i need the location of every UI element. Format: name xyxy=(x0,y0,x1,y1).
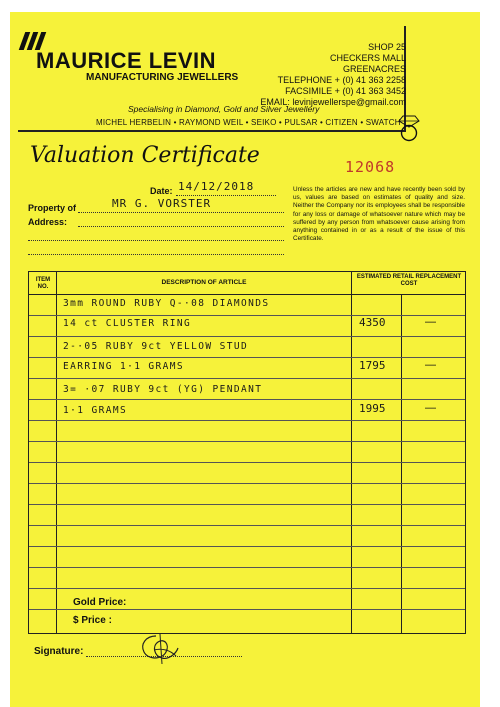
header-value: ESTIMATED RETAIL REPLACEMENT COST xyxy=(356,274,462,287)
price-label: $ Price : xyxy=(73,615,112,626)
telephone: TELEPHONE + (0) 41 363 2258 xyxy=(277,75,406,85)
diamond-ring-icon xyxy=(396,112,422,142)
entry-1-cents: — xyxy=(425,316,436,328)
email: EMAIL: levinjewellerspe@gmail.com xyxy=(260,97,406,107)
col-divider-value xyxy=(351,272,352,633)
address-label: Address: xyxy=(28,217,68,227)
address-line-3: GREENACRES xyxy=(342,64,406,74)
certificate-title: Valuation Certificate xyxy=(30,143,260,168)
table-header-rule xyxy=(29,294,465,295)
disclaimer-text: Unless the articles are new and have recently been sold by us, values are based on estimates of quality and size. Neither the Company nor its employees shall be responsible for any loss or damage of whatsoever nature which may be suffered by any person from whatsoever cause arising from anything contained in or as a result of the issue of this Certificate. xyxy=(293,186,465,243)
business-subtitle: MANUFACTURING JEWELLERS xyxy=(86,72,239,83)
header-description: DESCRIPTION OF ARTICLE xyxy=(161,279,247,286)
entry-1-amount: 4350 xyxy=(359,316,386,329)
entry-1-line-2: 14 ct CLUSTER RING xyxy=(63,318,192,329)
date-value: 14/12/2018 xyxy=(178,180,255,193)
date-label: Date: xyxy=(150,186,173,196)
entry-1-line-1: 3mm ROUND RUBY Q-·08 DIAMONDS xyxy=(63,298,270,309)
business-name: MAURICE LEVIN xyxy=(36,48,217,73)
gold-price-label: Gold Price: xyxy=(73,597,127,608)
property-value: MR G. VORSTER xyxy=(112,197,212,210)
valuation-table xyxy=(28,271,466,634)
col-divider-item xyxy=(56,272,57,633)
entry-2-cents: — xyxy=(425,359,436,371)
brands-line: MICHEL HERBELIN • RAYMOND WEIL • SEIKO • PULSAR • CITIZEN • SWATCH xyxy=(96,118,401,127)
address-line-a xyxy=(78,226,284,227)
header-item-no: ITEM NO. xyxy=(35,277,51,290)
property-label: Property of xyxy=(28,203,77,213)
date-line xyxy=(176,195,276,196)
address-line-c xyxy=(28,254,284,255)
address-line-b xyxy=(28,240,284,241)
address-line-1: SHOP 25 xyxy=(368,42,406,52)
address-line-2: CHECKERS MALL xyxy=(329,53,406,63)
entry-3-line-2: 1·1 GRAMS xyxy=(63,405,128,416)
col-divider-cents xyxy=(401,294,402,633)
entry-2-line-2: EARRING 1·1 GRAMS xyxy=(63,361,185,372)
entry-3-amount: 1995 xyxy=(359,402,386,415)
signature-mark xyxy=(136,630,184,670)
entry-2-amount: 1795 xyxy=(359,359,386,372)
certificate-number: 12068 xyxy=(345,158,396,176)
tagline: Specialising in Diamond, Gold and Silver Jewellery xyxy=(128,104,320,114)
facsimile: FACSIMILE + (0) 41 363 3452 xyxy=(285,86,406,96)
entry-3-cents: — xyxy=(425,402,436,414)
property-line xyxy=(78,212,284,213)
entry-2-line-1: 2-·05 RUBY 9ct YELLOW STUD xyxy=(63,341,249,352)
signature-label: Signature: xyxy=(34,646,84,657)
entry-3-line-1: 3= ·07 RUBY 9ct (YG) PENDANT xyxy=(63,384,263,395)
contact-block xyxy=(260,42,406,108)
